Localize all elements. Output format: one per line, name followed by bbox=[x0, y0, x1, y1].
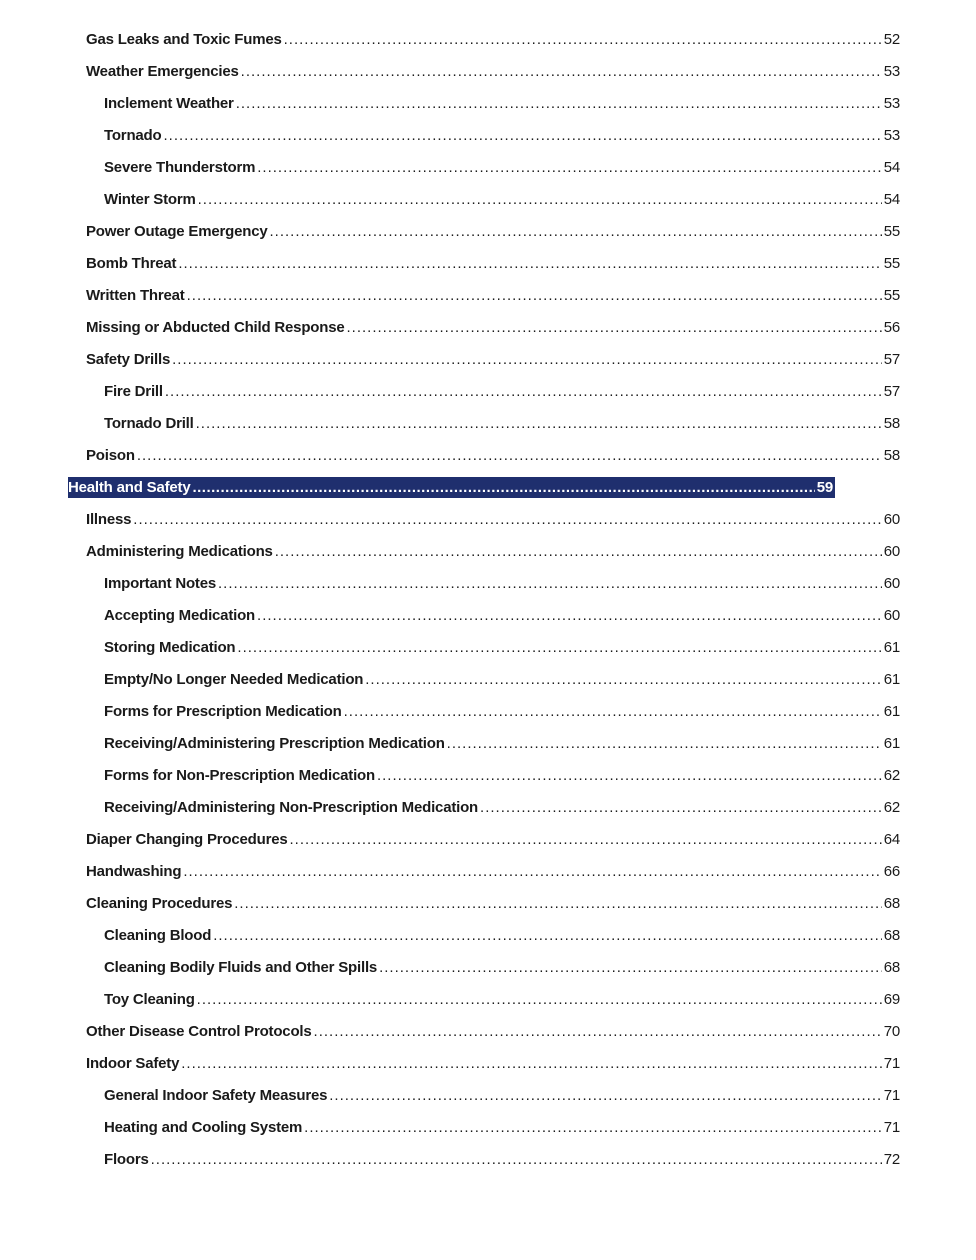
toc-entry-title: Safety Drills bbox=[86, 351, 171, 368]
toc-dot-leader bbox=[290, 824, 882, 856]
toc-entry[interactable] bbox=[0, 56, 976, 88]
toc-dot-leader bbox=[257, 152, 881, 184]
toc-dot-leader bbox=[241, 56, 882, 88]
toc-entry[interactable] bbox=[0, 280, 976, 312]
toc-dot-leader bbox=[172, 344, 882, 376]
toc-entry-title: Power Outage Emergency bbox=[86, 223, 268, 240]
toc-dot-leader bbox=[151, 1144, 882, 1176]
toc-section-heading[interactable] bbox=[68, 477, 835, 498]
toc-subentry[interactable] bbox=[0, 1080, 976, 1112]
toc-entry-title: Illness bbox=[86, 511, 132, 528]
toc-dot-leader bbox=[163, 120, 881, 152]
toc-page-number: 71 bbox=[883, 1087, 900, 1104]
toc-dot-leader bbox=[137, 440, 882, 472]
toc-page-number: 71 bbox=[883, 1055, 900, 1072]
toc-page-number: 60 bbox=[883, 543, 900, 560]
toc-subentry[interactable] bbox=[0, 376, 976, 408]
toc-entry[interactable] bbox=[0, 1048, 976, 1080]
toc-subentry[interactable] bbox=[0, 696, 976, 728]
toc-dot-leader bbox=[218, 568, 882, 600]
toc-subentry[interactable] bbox=[0, 952, 976, 984]
toc-entry[interactable] bbox=[0, 216, 976, 248]
toc-dot-leader bbox=[329, 1080, 881, 1112]
toc-subentry[interactable] bbox=[0, 88, 976, 120]
toc-page-number: 61 bbox=[883, 735, 900, 752]
toc-entry[interactable] bbox=[0, 888, 976, 920]
toc-entry-title: Receiving/Administering Prescription Medication bbox=[104, 735, 445, 752]
toc-entry-title: Bomb Threat bbox=[86, 255, 177, 272]
toc-page-number: 52 bbox=[883, 31, 900, 48]
toc-entry-title: Important Notes bbox=[104, 575, 217, 592]
toc-subentry[interactable] bbox=[0, 152, 976, 184]
toc-dot-leader bbox=[236, 88, 882, 120]
toc-dot-leader bbox=[234, 888, 881, 920]
toc-subentry[interactable] bbox=[0, 920, 976, 952]
toc-dot-leader bbox=[447, 728, 882, 760]
toc-entry-title: Cleaning Bodily Fluids and Other Spills bbox=[104, 959, 378, 976]
toc-page-number: 64 bbox=[883, 831, 900, 848]
toc-entry[interactable] bbox=[0, 24, 976, 56]
toc-page-number: 55 bbox=[883, 255, 900, 272]
toc-page-number: 61 bbox=[883, 671, 900, 688]
toc-page-number: 58 bbox=[883, 415, 900, 432]
toc-page-number: 54 bbox=[883, 191, 900, 208]
toc-entry[interactable] bbox=[0, 504, 976, 536]
toc-entry[interactable] bbox=[0, 312, 976, 344]
toc-subentry[interactable] bbox=[0, 760, 976, 792]
toc-dot-leader bbox=[197, 984, 882, 1016]
toc-page-number: 55 bbox=[883, 223, 900, 240]
toc-page-number: 62 bbox=[883, 767, 900, 784]
toc-entry-title: Written Threat bbox=[86, 287, 185, 304]
toc-entry[interactable] bbox=[0, 536, 976, 568]
toc-page-number: 68 bbox=[883, 959, 900, 976]
toc-entry-title: Weather Emergencies bbox=[86, 63, 239, 80]
toc-entry[interactable] bbox=[0, 824, 976, 856]
toc-dot-leader bbox=[379, 952, 882, 984]
toc-page-number: 56 bbox=[883, 319, 900, 336]
toc-entry-title: General Indoor Safety Measures bbox=[104, 1087, 328, 1104]
toc-entry-title: Indoor Safety bbox=[86, 1055, 180, 1072]
toc-entry-title: Receiving/Administering Non-Prescription Medication bbox=[104, 799, 479, 816]
toc-dot-leader bbox=[165, 376, 882, 408]
toc-dot-leader bbox=[213, 920, 882, 952]
toc-page-number: 72 bbox=[883, 1151, 900, 1168]
toc-subentry[interactable] bbox=[0, 184, 976, 216]
toc-entry[interactable] bbox=[0, 248, 976, 280]
toc-page-number: 53 bbox=[883, 95, 900, 112]
toc-page-number: 53 bbox=[883, 63, 900, 80]
toc-subentry[interactable] bbox=[0, 792, 976, 824]
toc-page-number: 61 bbox=[883, 639, 900, 656]
toc-dot-leader bbox=[284, 24, 882, 56]
toc-entry-title: Missing or Abducted Child Response bbox=[86, 319, 345, 336]
toc-dot-leader bbox=[275, 536, 882, 568]
toc-page-number: 57 bbox=[883, 383, 900, 400]
toc-dot-leader bbox=[365, 664, 881, 696]
toc-page-number: 62 bbox=[883, 799, 900, 816]
toc-dot-leader bbox=[257, 600, 882, 632]
toc-dot-leader bbox=[187, 280, 882, 312]
toc-dot-leader bbox=[347, 312, 882, 344]
table-of-contents bbox=[0, 24, 976, 1176]
toc-dot-leader bbox=[181, 1048, 881, 1080]
toc-page-number: 60 bbox=[883, 511, 900, 528]
toc-entry-title: Floors bbox=[104, 1151, 149, 1168]
toc-entry-title: Health and Safety bbox=[68, 479, 191, 496]
toc-page-number: 60 bbox=[883, 575, 900, 592]
toc-subentry[interactable] bbox=[0, 408, 976, 440]
toc-dot-leader bbox=[480, 792, 882, 824]
toc-page-number: 60 bbox=[883, 607, 900, 624]
toc-subentry[interactable] bbox=[0, 1144, 976, 1176]
toc-entry[interactable] bbox=[0, 440, 976, 472]
toc-dot-leader bbox=[270, 216, 882, 248]
toc-entry-title: Gas Leaks and Toxic Fumes bbox=[86, 31, 282, 48]
toc-page-number: 68 bbox=[883, 927, 900, 944]
toc-page-number: 69 bbox=[883, 991, 900, 1008]
toc-entry-title: Poison bbox=[86, 447, 135, 464]
toc-page-number: 58 bbox=[883, 447, 900, 464]
toc-page-number: 71 bbox=[883, 1119, 900, 1136]
toc-entry[interactable] bbox=[0, 856, 976, 888]
toc-entry-title: Empty/No Longer Needed Medication bbox=[104, 671, 364, 688]
toc-dot-leader bbox=[196, 408, 882, 440]
toc-subentry[interactable] bbox=[0, 728, 976, 760]
toc-entry-title: Diaper Changing Procedures bbox=[86, 831, 288, 848]
toc-entry-title: Storing Medication bbox=[104, 639, 236, 656]
toc-page-number: 68 bbox=[883, 895, 900, 912]
toc-subentry[interactable] bbox=[0, 120, 976, 152]
toc-entry-title: Forms for Non-Prescription Medication bbox=[104, 767, 375, 784]
toc-subentry[interactable] bbox=[0, 1112, 976, 1144]
toc-entry-title: Fire Drill bbox=[104, 383, 163, 400]
toc-page-number: 66 bbox=[883, 863, 900, 880]
toc-entry-title: Tornado Drill bbox=[104, 415, 194, 432]
toc-entry-title: Forms for Prescription Medication bbox=[104, 703, 342, 720]
toc-dot-leader bbox=[178, 248, 881, 280]
toc-entry-title: Tornado bbox=[104, 127, 162, 144]
toc-subentry[interactable] bbox=[0, 632, 976, 664]
toc-entry-title: Heating and Cooling System bbox=[104, 1119, 303, 1136]
toc-page-number: 55 bbox=[883, 287, 900, 304]
toc-dot-leader bbox=[304, 1112, 882, 1144]
toc-entry-title: Other Disease Control Protocols bbox=[86, 1023, 312, 1040]
toc-page-number: 57 bbox=[883, 351, 900, 368]
toc-entry-title: Accepting Medication bbox=[104, 607, 256, 624]
toc-entry[interactable] bbox=[0, 344, 976, 376]
toc-dot-leader bbox=[198, 184, 882, 216]
toc-dot-leader bbox=[183, 856, 881, 888]
toc-dot-leader bbox=[192, 477, 814, 498]
toc-dot-leader bbox=[237, 632, 881, 664]
toc-subentry[interactable] bbox=[0, 568, 976, 600]
toc-dot-leader bbox=[314, 1016, 882, 1048]
toc-subentry[interactable] bbox=[0, 984, 976, 1016]
toc-entry-title: Winter Storm bbox=[104, 191, 196, 208]
toc-subentry[interactable] bbox=[0, 664, 976, 696]
toc-page-number: 53 bbox=[883, 127, 900, 144]
toc-page-number: 54 bbox=[883, 159, 900, 176]
toc-entry-title: Administering Medications bbox=[86, 543, 273, 560]
toc-entry-title: Handwashing bbox=[86, 863, 182, 880]
toc-dot-leader bbox=[377, 760, 882, 792]
toc-subentry[interactable] bbox=[0, 600, 976, 632]
toc-page-number: 61 bbox=[883, 703, 900, 720]
toc-dot-leader bbox=[133, 504, 881, 536]
toc-entry-title: Cleaning Blood bbox=[104, 927, 212, 944]
toc-entry-title: Cleaning Procedures bbox=[86, 895, 233, 912]
toc-entry-title: Inclement Weather bbox=[104, 95, 234, 112]
toc-dot-leader bbox=[344, 696, 882, 728]
toc-page-number: 59 bbox=[816, 479, 833, 496]
toc-page-number: 70 bbox=[883, 1023, 900, 1040]
toc-entry-title: Toy Cleaning bbox=[104, 991, 195, 1008]
toc-entry-title: Severe Thunderstorm bbox=[104, 159, 256, 176]
toc-entry[interactable] bbox=[0, 1016, 976, 1048]
